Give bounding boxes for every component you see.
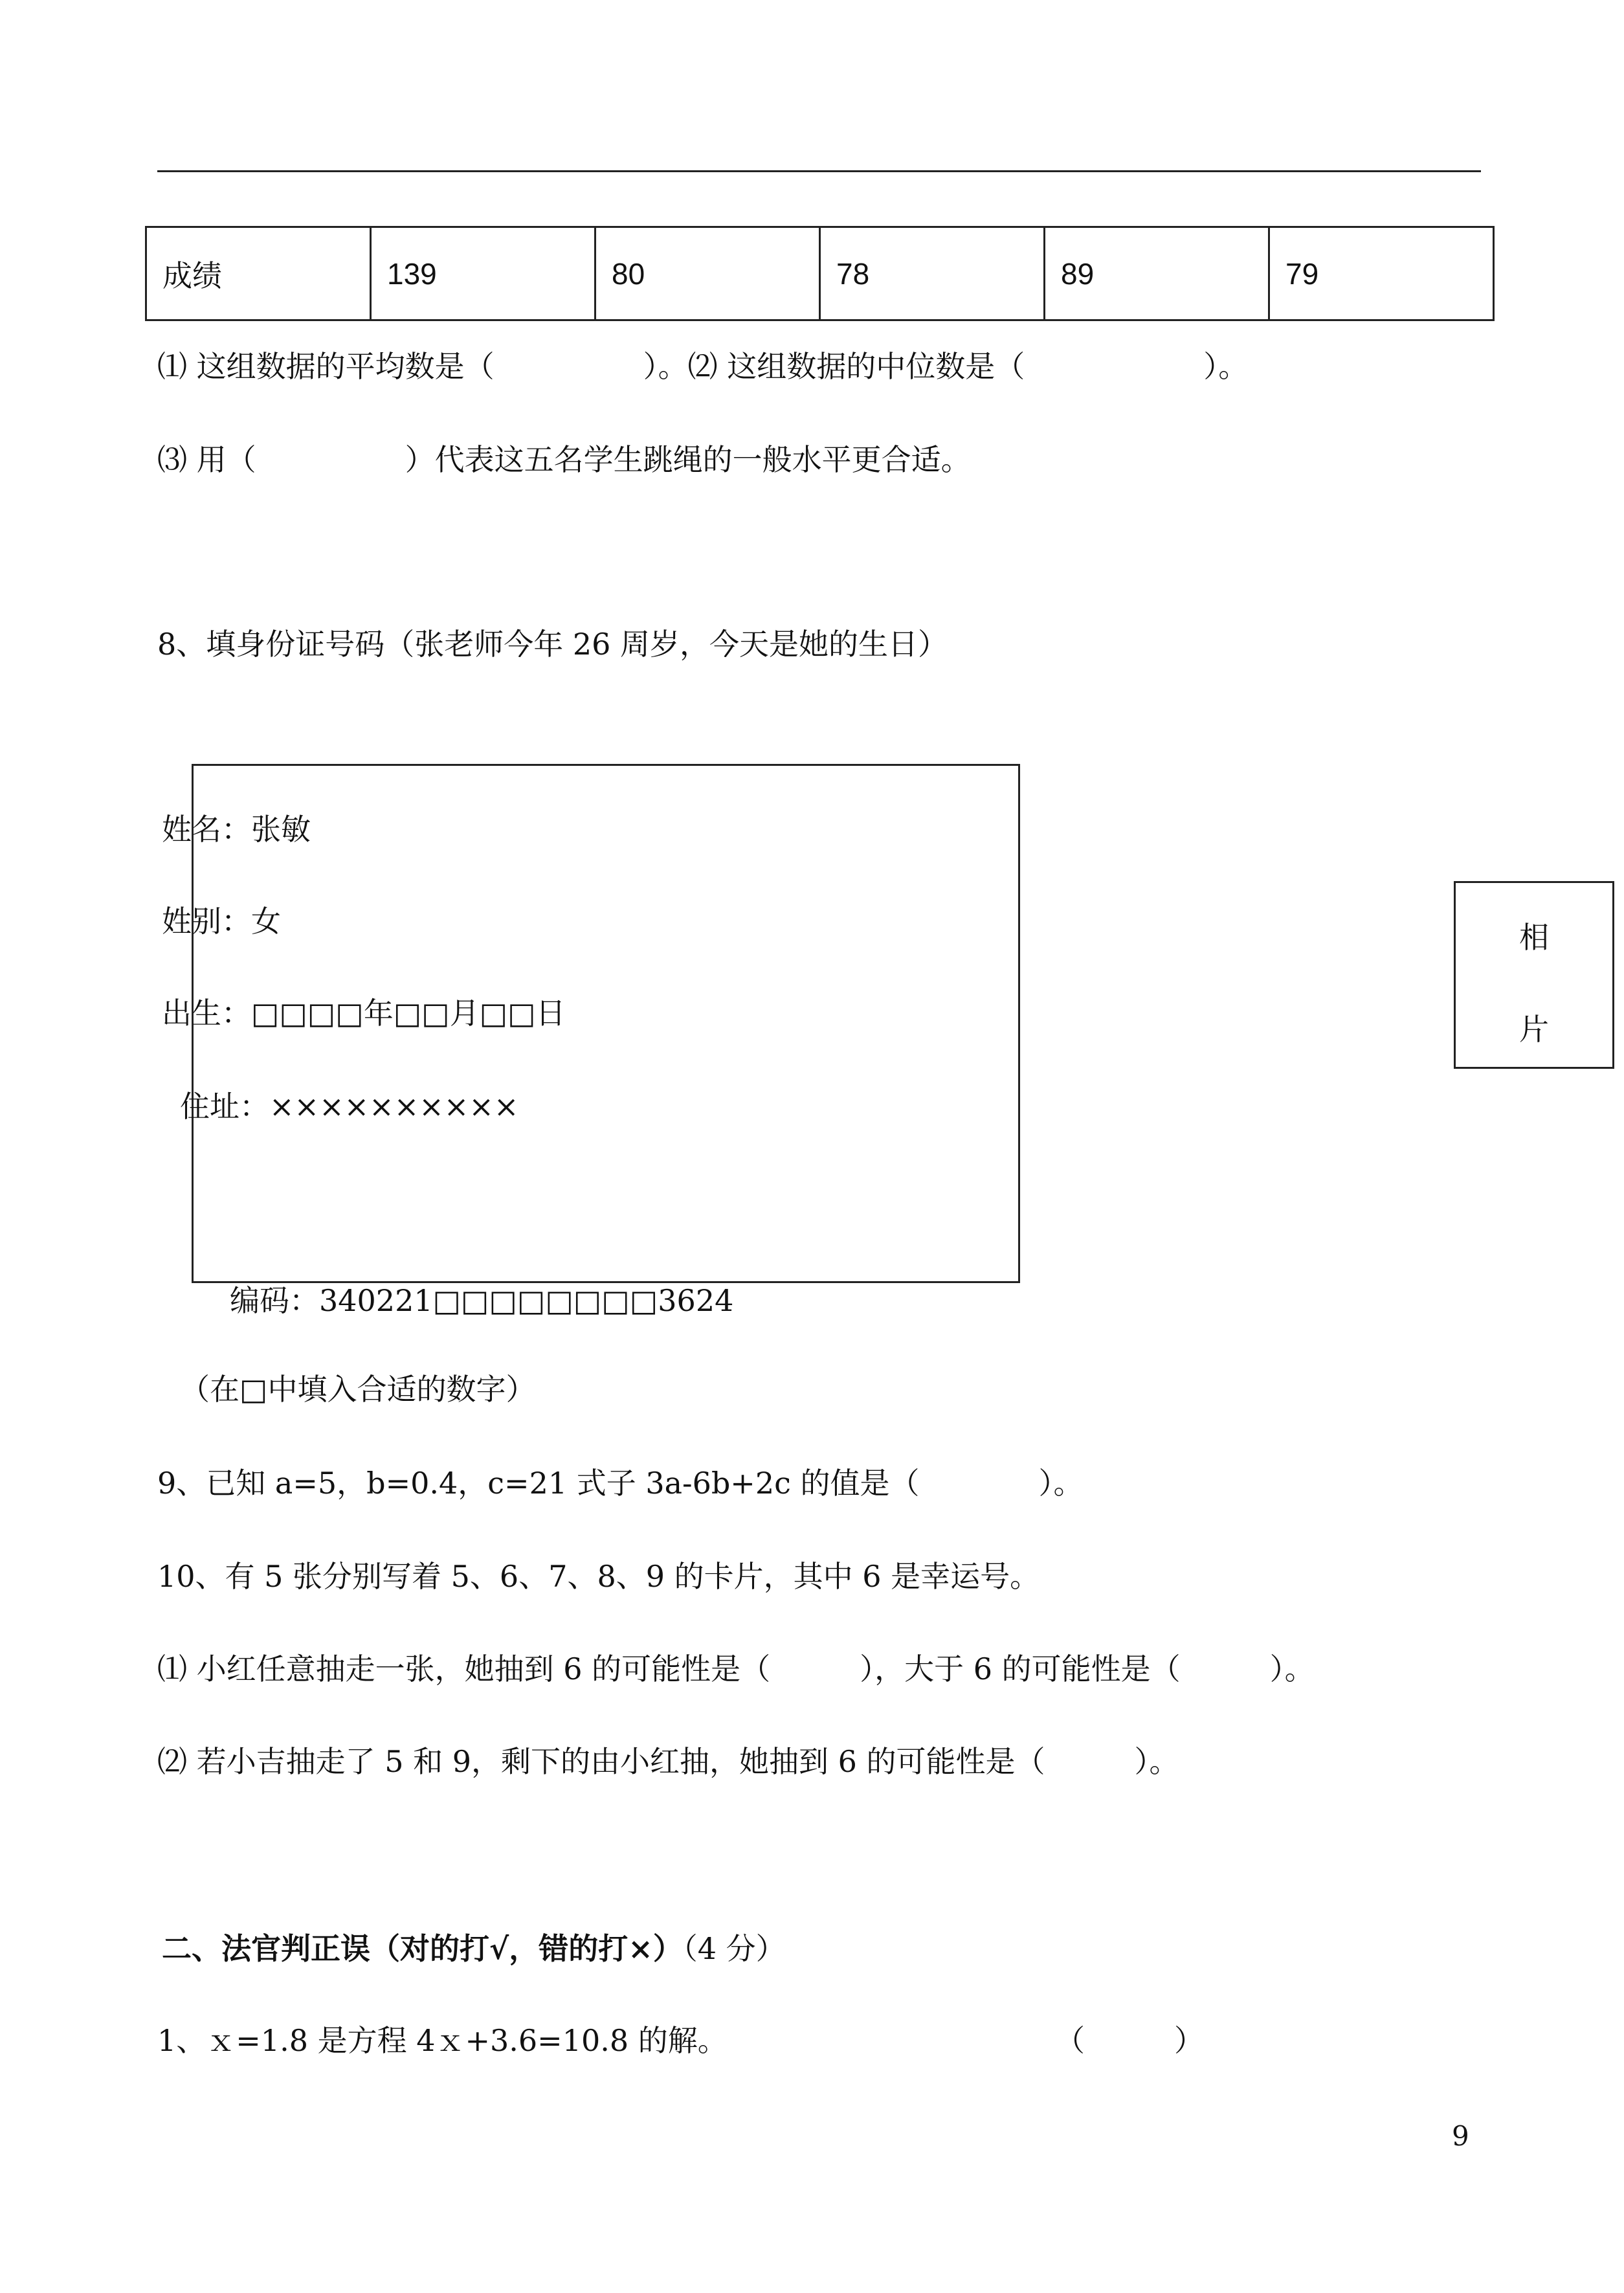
- id-gender: 姓别：女: [162, 904, 281, 939]
- section-2-item-1-blank: （ ）: [1055, 2023, 1204, 2058]
- table-cell: 79: [1269, 227, 1494, 320]
- page-number: 9: [1452, 2120, 1469, 2152]
- q8-note: （在□中填入合适的数字）: [180, 1372, 536, 1407]
- q7-line-2: ⑶ 用（ ）代表这五名学生跳绳的一般水平更合适。: [157, 442, 971, 477]
- q10-line-2: ⑵ 若小吉抽走了 5 和 9，剩下的由小红抽，她抽到 6 的可能性是（ ）。: [157, 1744, 1179, 1779]
- photo-label-2: 片: [1519, 1012, 1549, 1047]
- q9-text: 9、已知 a=5，b=0.4，c=21 式子 3a-6b+2c 的值是（ ）。: [157, 1466, 1084, 1501]
- table-cell: 80: [595, 227, 820, 320]
- header-rule: [157, 170, 1481, 172]
- id-code: 编码：340221□□□□□□□□3624: [230, 1283, 734, 1318]
- id-birth: 出生：□□□□年□□月□□日: [162, 996, 566, 1031]
- photo-box: [1454, 881, 1614, 1069]
- table-cell: 139: [371, 227, 595, 320]
- q10-title: 10、有 5 张分别写着 5、6、7、8、9 的卡片，其中 6 是幸运号。: [157, 1559, 1040, 1594]
- q7-line-1: ⑴ 这组数据的平均数是（ ）。⑵ 这组数据的中位数是（ ）。: [157, 349, 1249, 384]
- photo-label-1: 相: [1519, 920, 1549, 955]
- q10-line-1: ⑴ 小红任意抽走一张，她抽到 6 的可能性是（ ），大于 6 的可能性是（ ）。: [157, 1651, 1315, 1686]
- section-2-score: （4 分）: [682, 1931, 786, 1966]
- table-row: [146, 227, 1494, 320]
- table-cell: 89: [1045, 227, 1269, 320]
- table-cell: 78: [820, 227, 1045, 320]
- q8-title: 8、填身份证号码（张老师今年 26 周岁，今天是她的生日）: [157, 627, 948, 662]
- section-2-item-1: 1、ｘ=1.8 是方程 4ｘ+3.6=10.8 的解。: [157, 2023, 728, 2058]
- id-address: 住址：××××××××××: [180, 1089, 519, 1124]
- id-name: 姓名：张敏: [162, 812, 311, 847]
- table-header-cell: 成绩: [146, 227, 371, 320]
- section-2-header: [162, 1930, 786, 1967]
- score-table: [145, 226, 1495, 321]
- section-2-heading: 二、法官判正误（对的打√，错的打×）: [162, 1931, 683, 1966]
